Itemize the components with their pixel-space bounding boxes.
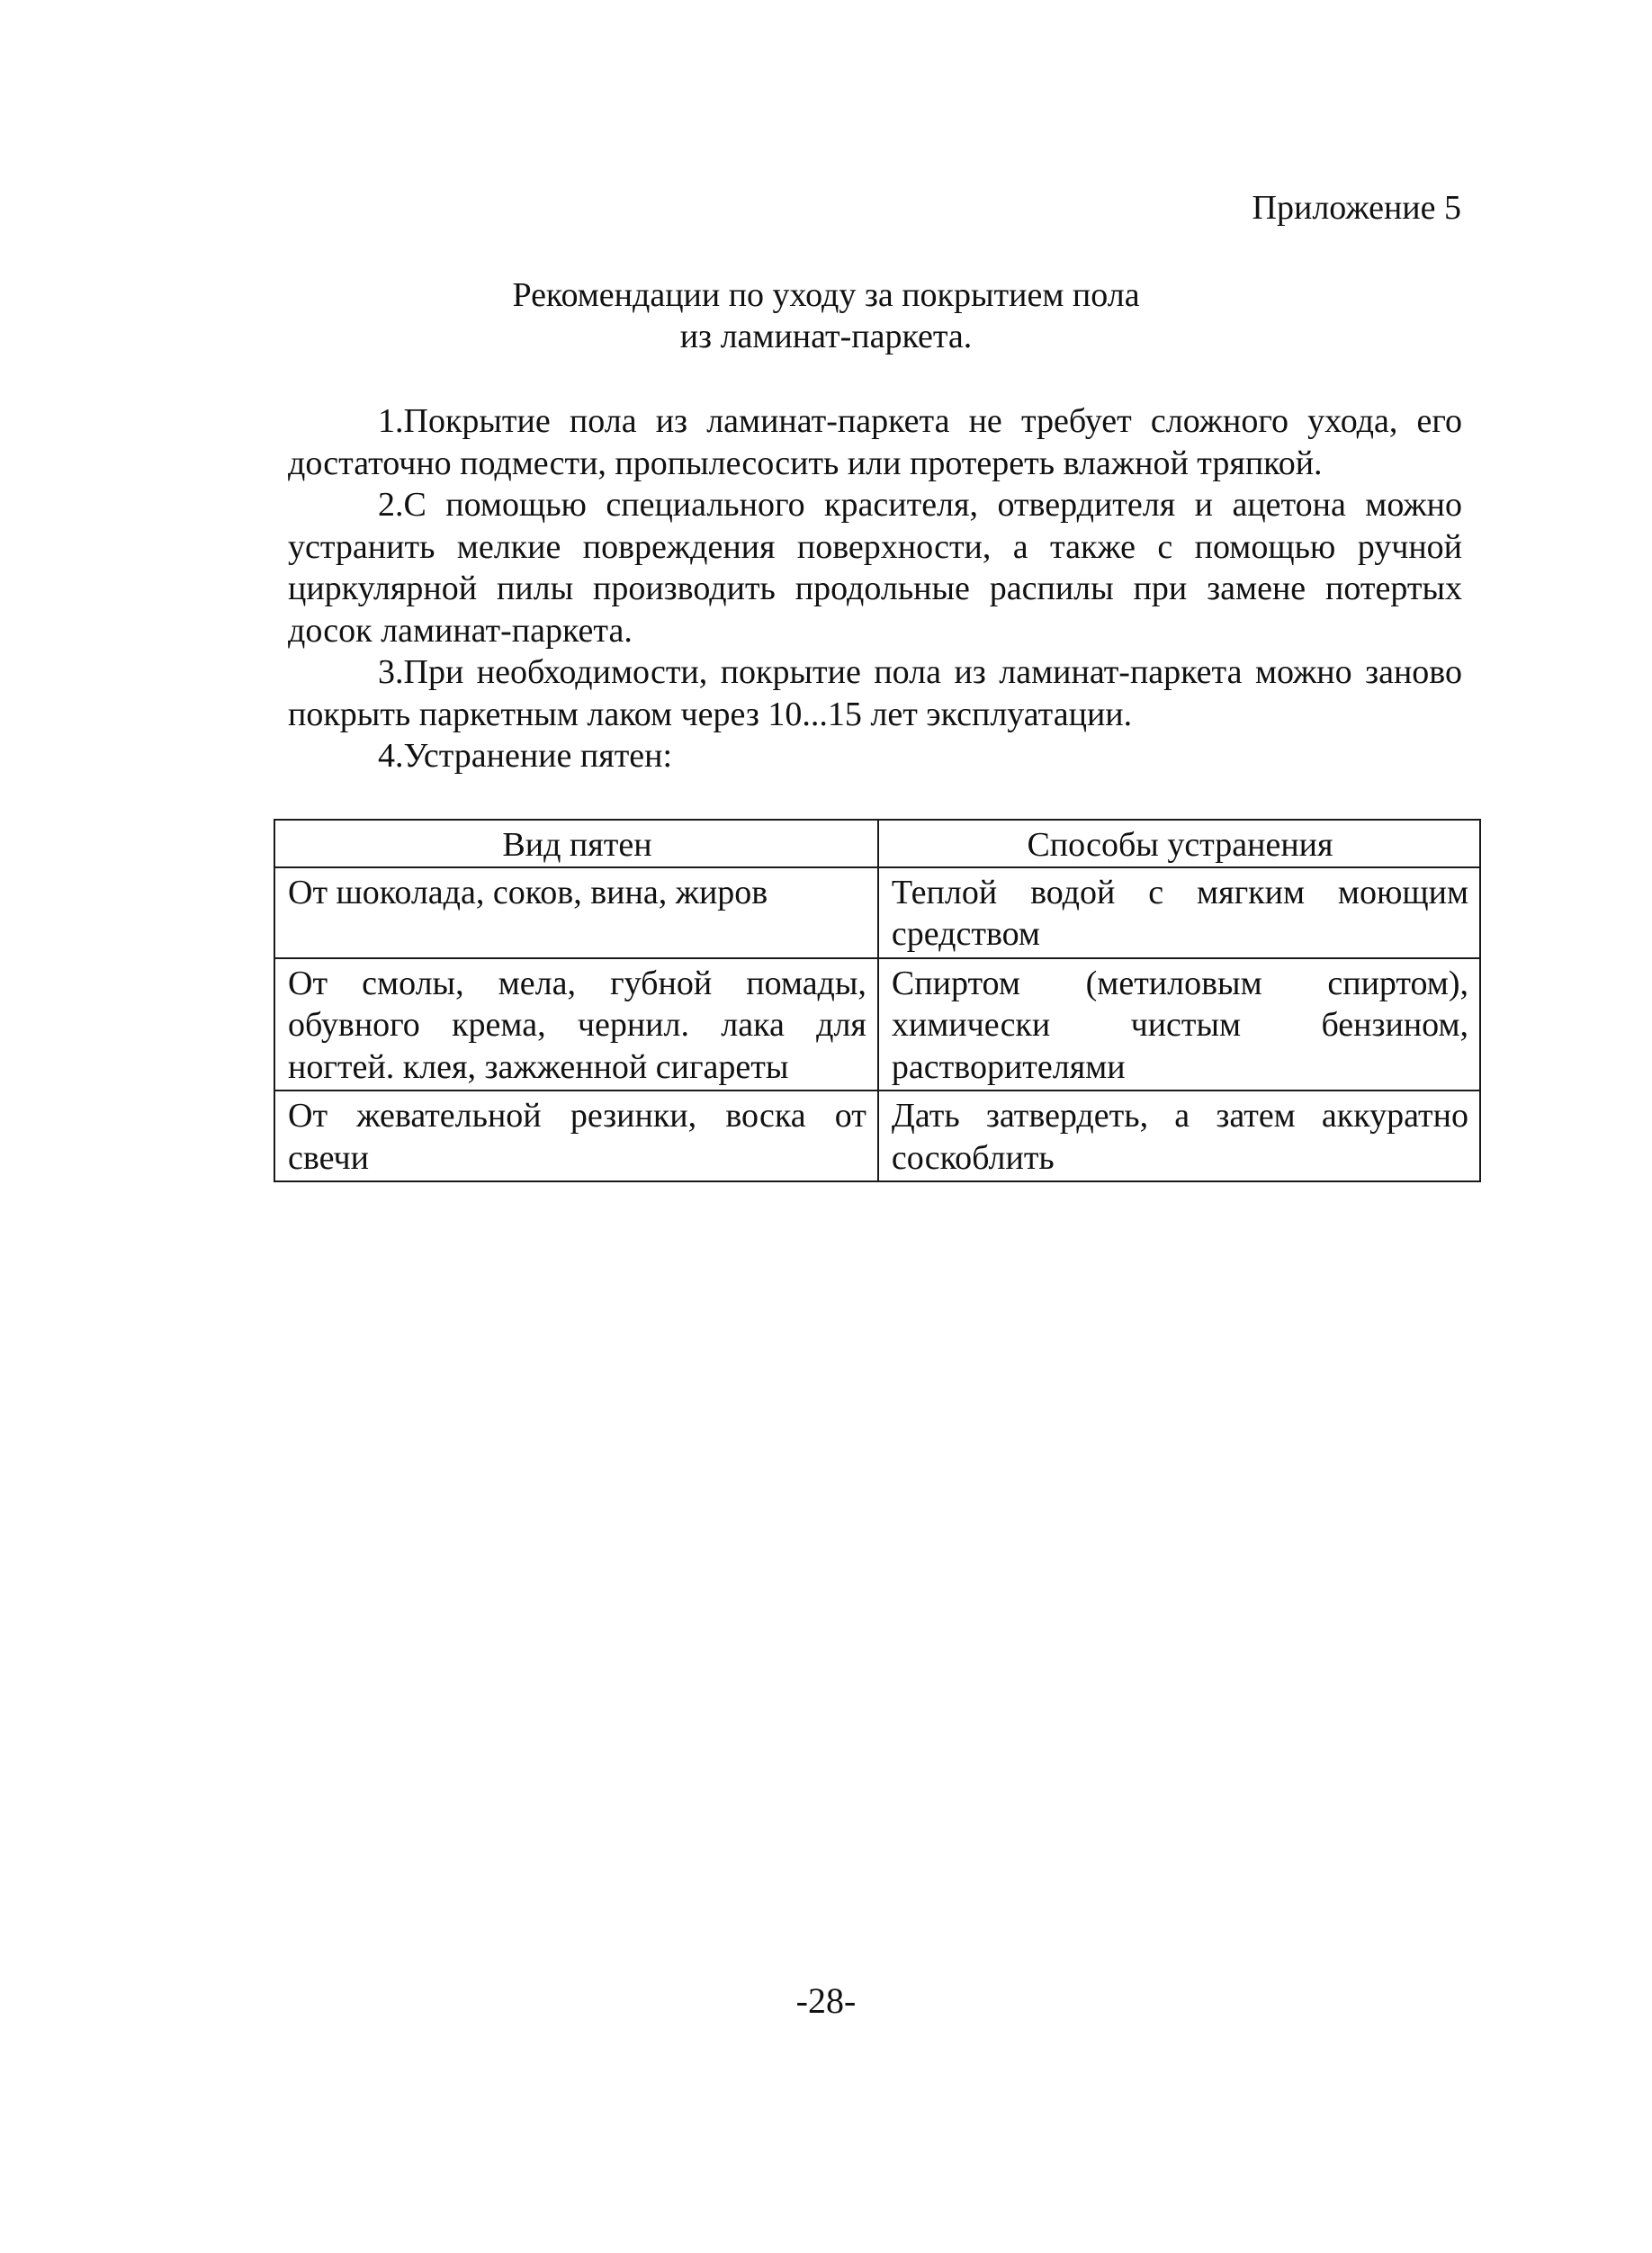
paragraph-2: 2.С помощью специального красителя, отвердителя и ацетона можно устранить мелкие повреждения поверхности, а также с помощью ручной циркулярной пилы производить продольные распилы при замене потертых досок ламинат-паркета. — [288, 486, 1462, 650]
title-line-1: Рекомендации по уходу за покрытием пола — [512, 276, 1140, 314]
body-text — [288, 400, 1462, 777]
document-title — [0, 274, 1652, 357]
stains-table — [274, 819, 1481, 1182]
header-removal-methods: Способы устранения — [878, 820, 1480, 867]
removal-method-cell: Спиртом (метиловым спиртом), химически чистым бензином, растворителями — [878, 958, 1480, 1091]
paragraph-3: 3.При необходимости, покрытие пола из ламинат-паркета можно заново покрыть паркетным лаком через 10...15 лет эксплуатации. — [288, 653, 1462, 733]
stain-type-cell: От жевательной резинки, воска от свечи — [274, 1091, 878, 1181]
table-row — [274, 1091, 1480, 1181]
stain-type-cell: От смолы, мела, губной помады, обувного крема, чернил. лака для ногтей. клея, зажженной сигареты — [274, 958, 878, 1091]
removal-method-cell: Теплой водой с мягким моющим средством — [878, 867, 1480, 958]
stain-type-cell: От шоколада, соков, вина, жиров — [274, 867, 878, 958]
table-row — [274, 867, 1480, 958]
removal-method-cell: Дать затвердеть, а затем аккуратно соскоблить — [878, 1091, 1480, 1181]
table-header-row — [274, 820, 1480, 867]
appendix-label: Приложение 5 — [1252, 189, 1461, 227]
title-line-2: из ламинат-паркета. — [679, 318, 973, 355]
table-row — [274, 958, 1480, 1091]
header-stain-type: Вид пятен — [274, 820, 878, 867]
paragraph-1: 1.Покрытие пола из ламинат-паркета не требует сложного ухода, его достаточно подмести, пропылесосить или протереть влажной тряпкой. — [288, 402, 1462, 482]
page-number: -28- — [795, 1980, 857, 2021]
paragraph-4: 4.Устранение пятен: — [378, 737, 673, 775]
